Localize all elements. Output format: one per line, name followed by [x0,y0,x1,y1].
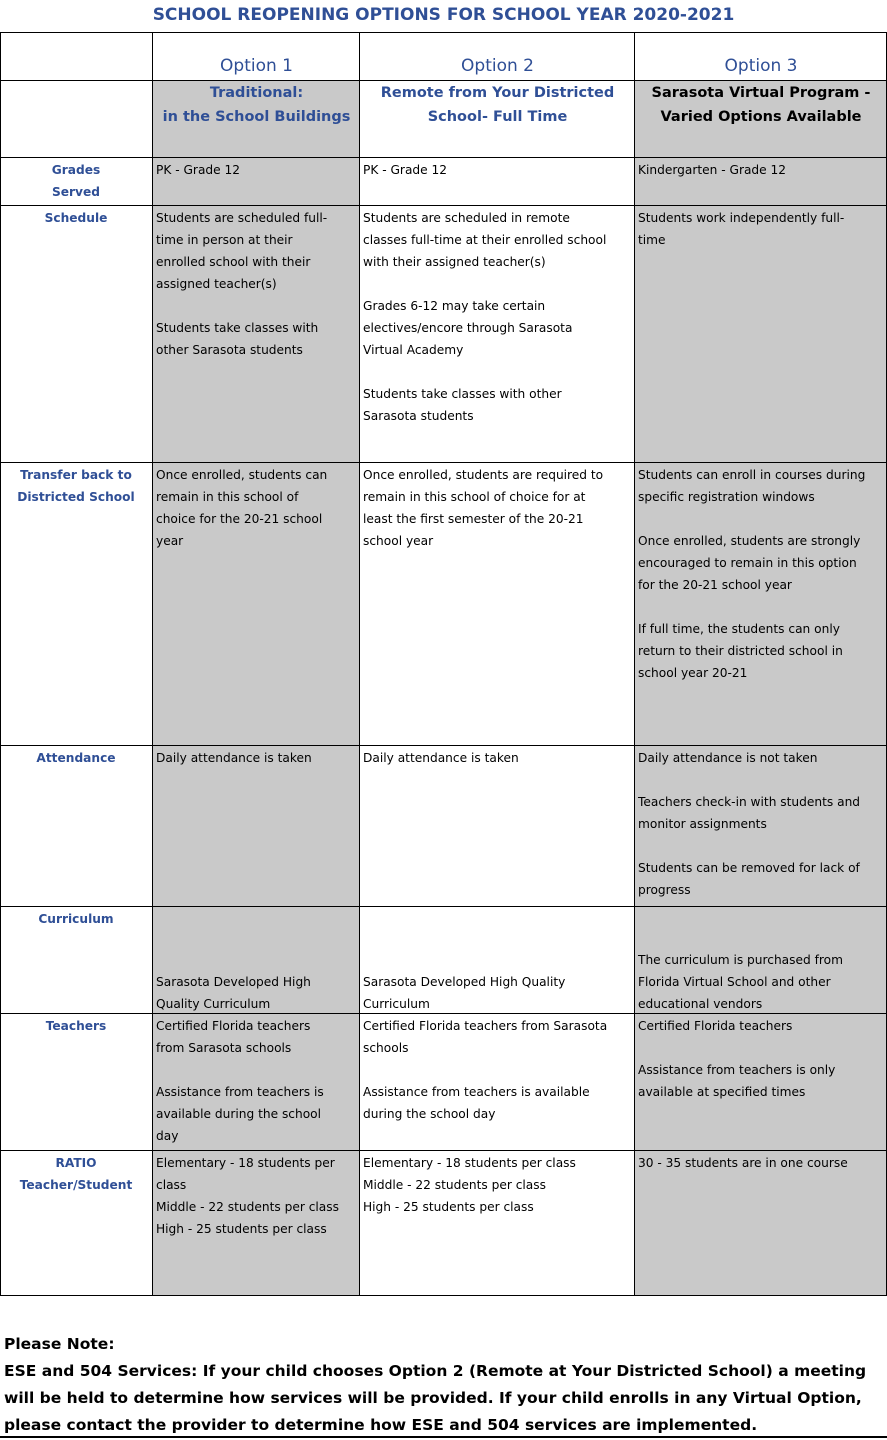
option-3-label: Option 3 [635,33,887,81]
option-1-label: Option 1 [153,33,360,81]
grades-option-1: PK - Grade 12 [153,158,360,206]
option-3-subtitle: Sarasota Virtual Program - Varied Options Available [635,81,887,158]
teachers-option-3: Certified Florida teachers Assistance from teachers is only available at specified times [635,1014,887,1151]
grades-option-3: Kindergarten - Grade 12 [635,158,887,206]
header-corner-sub [0,81,153,158]
transfer-option-3: Students can enroll in courses during specific registration windows Once enrolled, students are strongly encouraged to remain in this option for the 20-21 school year If full time, the students can only return to their districted school in school year 20-21 [635,463,887,746]
ratio-option-2: Elementary - 18 students per class Middle - 22 students per class High - 25 students per class [360,1151,635,1296]
curriculum-option-3: The curriculum is purchased from Florida Virtual School and other educational vendors [635,907,887,1014]
row-label-attendance: Attendance [0,746,153,907]
row-label-curriculum: Curriculum [0,907,153,1014]
please-note-section [4,1331,884,1439]
note-heading: Please Note: [4,1335,115,1353]
teachers-option-2: Certified Florida teachers from Sarasota schools Assistance from teachers is available during the school day [360,1014,635,1151]
ratio-option-1: Elementary - 18 students per class Middle - 22 students per class High - 25 students per class [153,1151,360,1296]
schedule-option-3: Students work independently full- time [635,206,887,463]
curriculum-option-1: Sarasota Developed High Quality Curriculum [153,907,360,1014]
grades-option-2: PK - Grade 12 [360,158,635,206]
header-corner [0,33,153,81]
transfer-option-2: Once enrolled, students are required to remain in this school of choice for at least the first semester of the 20-21 school year [360,463,635,746]
ratio-option-3: 30 - 35 students are in one course [635,1151,887,1296]
row-label-transfer: Transfer back to Districted School [0,463,153,746]
bottom-rule [0,1436,887,1438]
schedule-option-1: Students are scheduled full- time in person at their enrolled school with their assigned teacher(s) Students take classes with other Sarasota students [153,206,360,463]
option-2-label: Option 2 [360,33,635,81]
schedule-option-2: Students are scheduled in remote classes full-time at their enrolled school with their assigned teacher(s) Grades 6-12 may take certain electives/encore through Sarasota Virtual Academy Students take classes with other Sarasota students [360,206,635,463]
row-label-schedule: Schedule [0,206,153,463]
row-label-teachers: Teachers [0,1014,153,1151]
row-label-ratio: RATIO Teacher/Student [0,1151,153,1296]
page-title: SCHOOL REOPENING OPTIONS FOR SCHOOL YEAR 2020-2021 [152,5,735,25]
transfer-option-1: Once enrolled, students can remain in this school of choice for the 20-21 school year [153,463,360,746]
attendance-option-2: Daily attendance is taken [360,746,635,907]
attendance-option-1: Daily attendance is taken [153,746,360,907]
teachers-option-1: Certified Florida teachers from Sarasota schools Assistance from teachers is available during the school day [153,1014,360,1151]
attendance-option-3: Daily attendance is not taken Teachers check-in with students and monitor assignments Students can be removed for lack of progress [635,746,887,907]
curriculum-option-2: Sarasota Developed High Quality Curriculum [360,907,635,1014]
row-label-grades: Grades Served [0,158,153,206]
option-1-subtitle: Traditional: in the School Buildings [153,81,360,158]
option-2-subtitle: Remote from Your Districted School- Full Time [360,81,635,158]
note-body: ESE and 504 Services: If your child chooses Option 2 (Remote at Your Districted School) a meeting will be held to determine how services will be provided. If your child enrolls in any Virtual Option, please contact the provider to determine how ESE and 504 services are implemented. [4,1362,867,1434]
